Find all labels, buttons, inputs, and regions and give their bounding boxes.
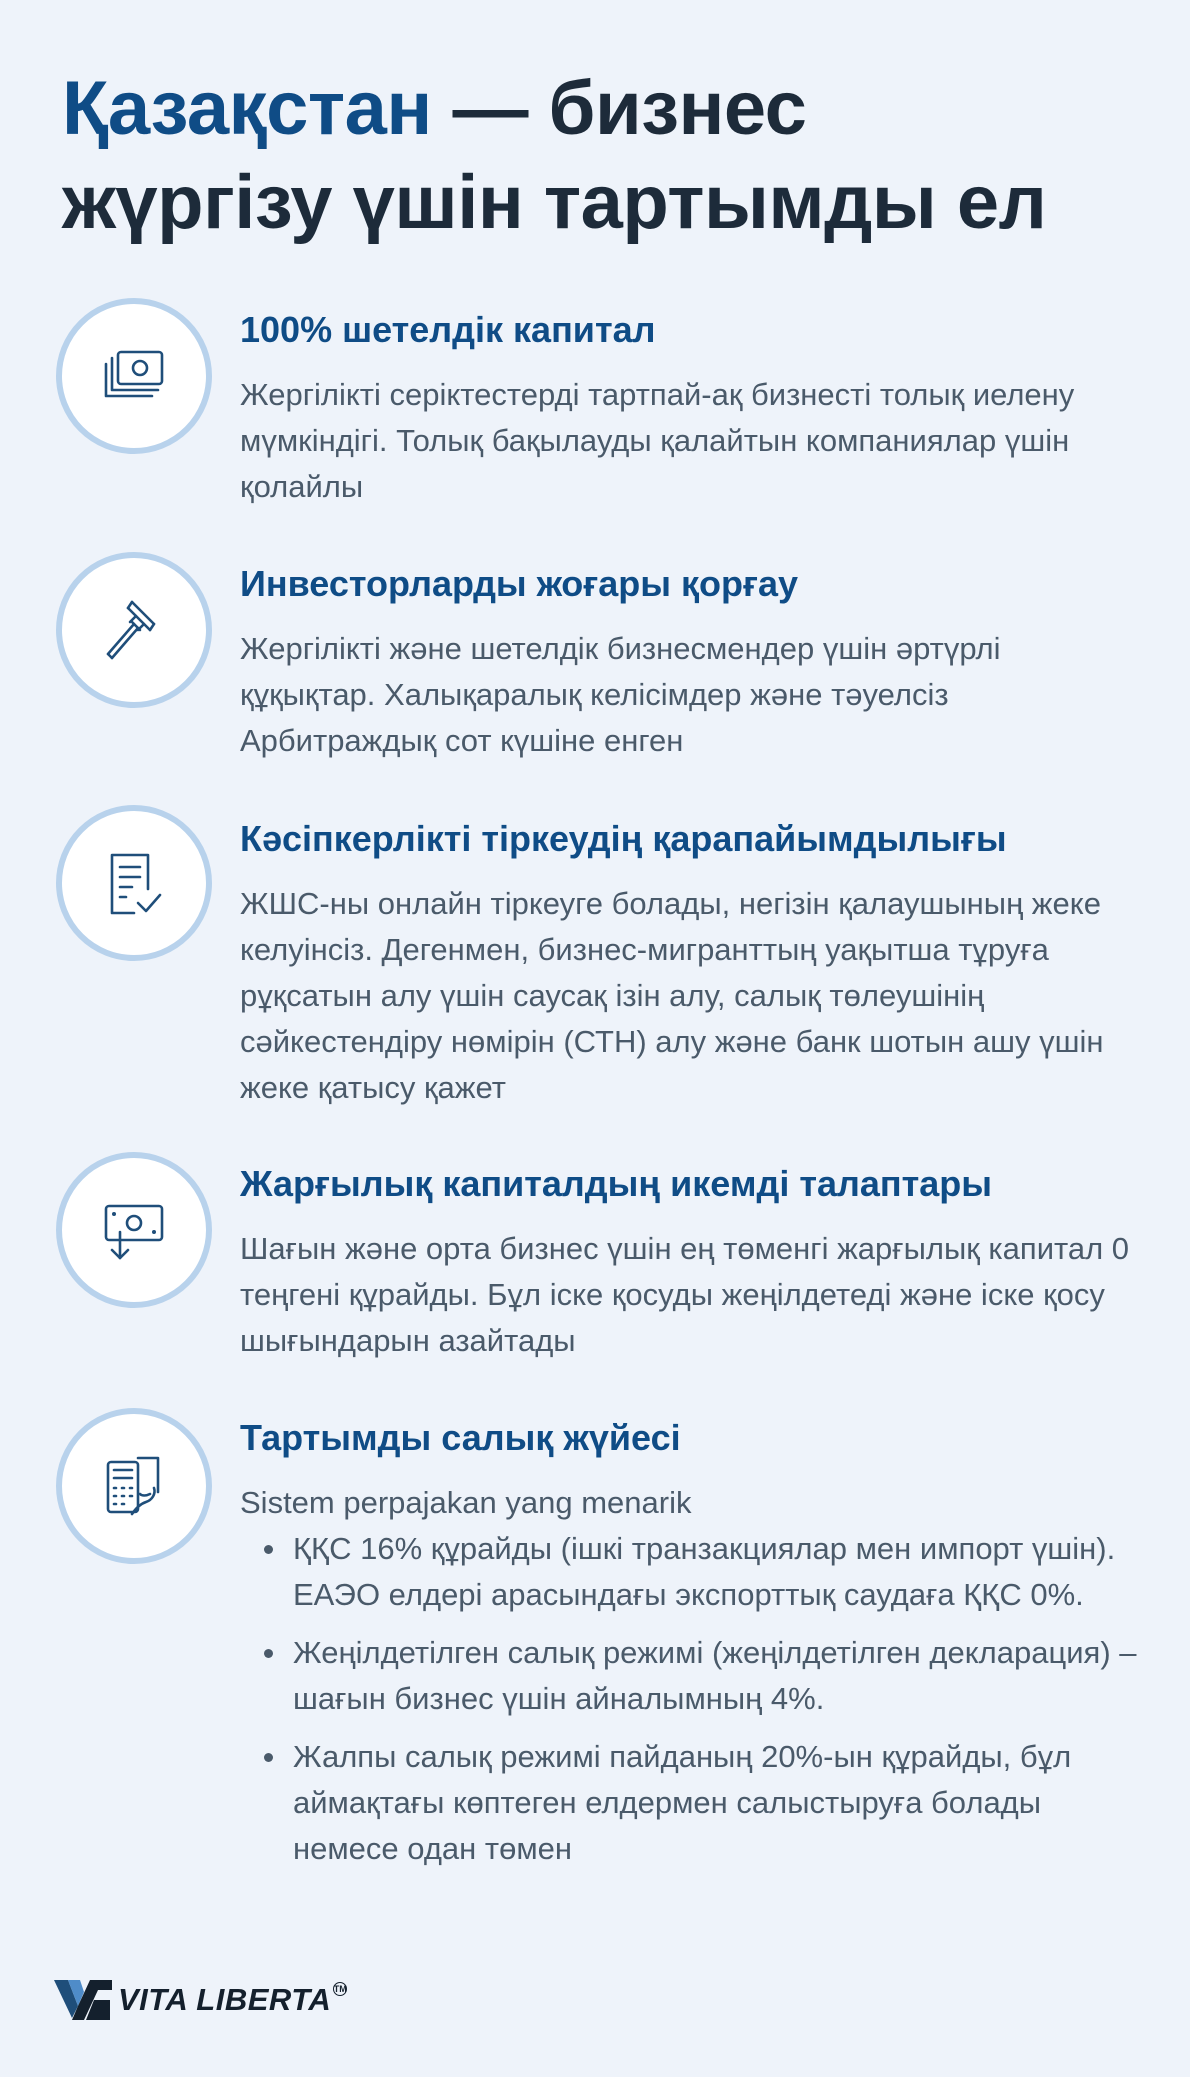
gavel-icon bbox=[56, 552, 212, 708]
brand-logo bbox=[54, 1978, 347, 2022]
feature-text: Шағын және орта бизнес үшін ең төменгі жарғылық капитал 0 теңгені құрайды. Бұл іске қосуды жеңілдетеді және іске қосу шығындарын азайтады bbox=[240, 1231, 1130, 1358]
feature-title: Тартымды салық жүйесі bbox=[240, 1417, 681, 1458]
feature-bullet-list bbox=[240, 1526, 1140, 1884]
brand-logo-mark-icon bbox=[54, 1978, 112, 2022]
list-item: Жалпы салық режимі пайданың 20%-ын құрайды, бұл аймақтағы көптеген елдермен салыстыруға болады немесе одан төмен bbox=[240, 1734, 1140, 1872]
page-title-line2: жүргізу үшін тартымды ел bbox=[62, 160, 1047, 245]
feature-text: ЖШС-ны онлайн тіркеуге болады, негізін қалаушының жеке келуінсіз. Дегенмен, бизнес-мигранттың уақытша тұруға рұқсатын алу үшін саусақ ізін алу, салық төлеушінің сәйкестендіру нөмірін (СТН) алу және банк шотын ашу үшін жеке қатысу қажет bbox=[240, 886, 1104, 1105]
feature-text: Жергілікті және шетелдік бизнесмендер үшін әртүрлі құқықтар. Халықаралық келісімдер және тәуелсіз Арбитраждық сот күшіне енген bbox=[240, 631, 1001, 758]
page-title-accent: Қазақстан bbox=[62, 66, 432, 151]
list-item: ҚҚС 16% құрайды (ішкі транзакциялар мен импорт үшін). ЕАЭО елдері арасындағы экспорттық саудаға ҚҚС 0%. bbox=[240, 1526, 1140, 1618]
page-title bbox=[62, 62, 1142, 250]
tax-calculator-icon bbox=[56, 1408, 212, 1564]
money-bill-icon bbox=[56, 298, 212, 454]
feature-title: 100% шетелдік капитал bbox=[240, 309, 656, 350]
brand-logo-text: VITA LIBERTA bbox=[118, 1982, 332, 2017]
money-down-icon bbox=[56, 1152, 212, 1308]
feature-title: Инвесторларды жоғары қорғау bbox=[240, 563, 799, 604]
feature-title: Кәсіпкерлікті тіркеудің қарапайымдылығы bbox=[240, 818, 1007, 859]
trademark-badge: TM bbox=[333, 1984, 347, 1994]
list-item: Жеңілдетілген салық режимі (жеңілдетілген декларация) – шағын бизнес үшін айналымның 4%. bbox=[240, 1630, 1140, 1722]
feature-text: Sistem perpajakan yang menarik bbox=[240, 1485, 692, 1520]
feature-title: Жарғылық капиталдың икемді талаптары bbox=[240, 1163, 992, 1204]
page-title-line1-rest: — бизнес bbox=[431, 66, 807, 151]
feature-text: Жергілікті серіктестерді тартпай-ақ бизнесті толық иелену мүмкіндігі. Толық бақылауды қалайтын компаниялар үшін қолайлы bbox=[240, 377, 1075, 504]
document-check-icon bbox=[56, 805, 212, 961]
